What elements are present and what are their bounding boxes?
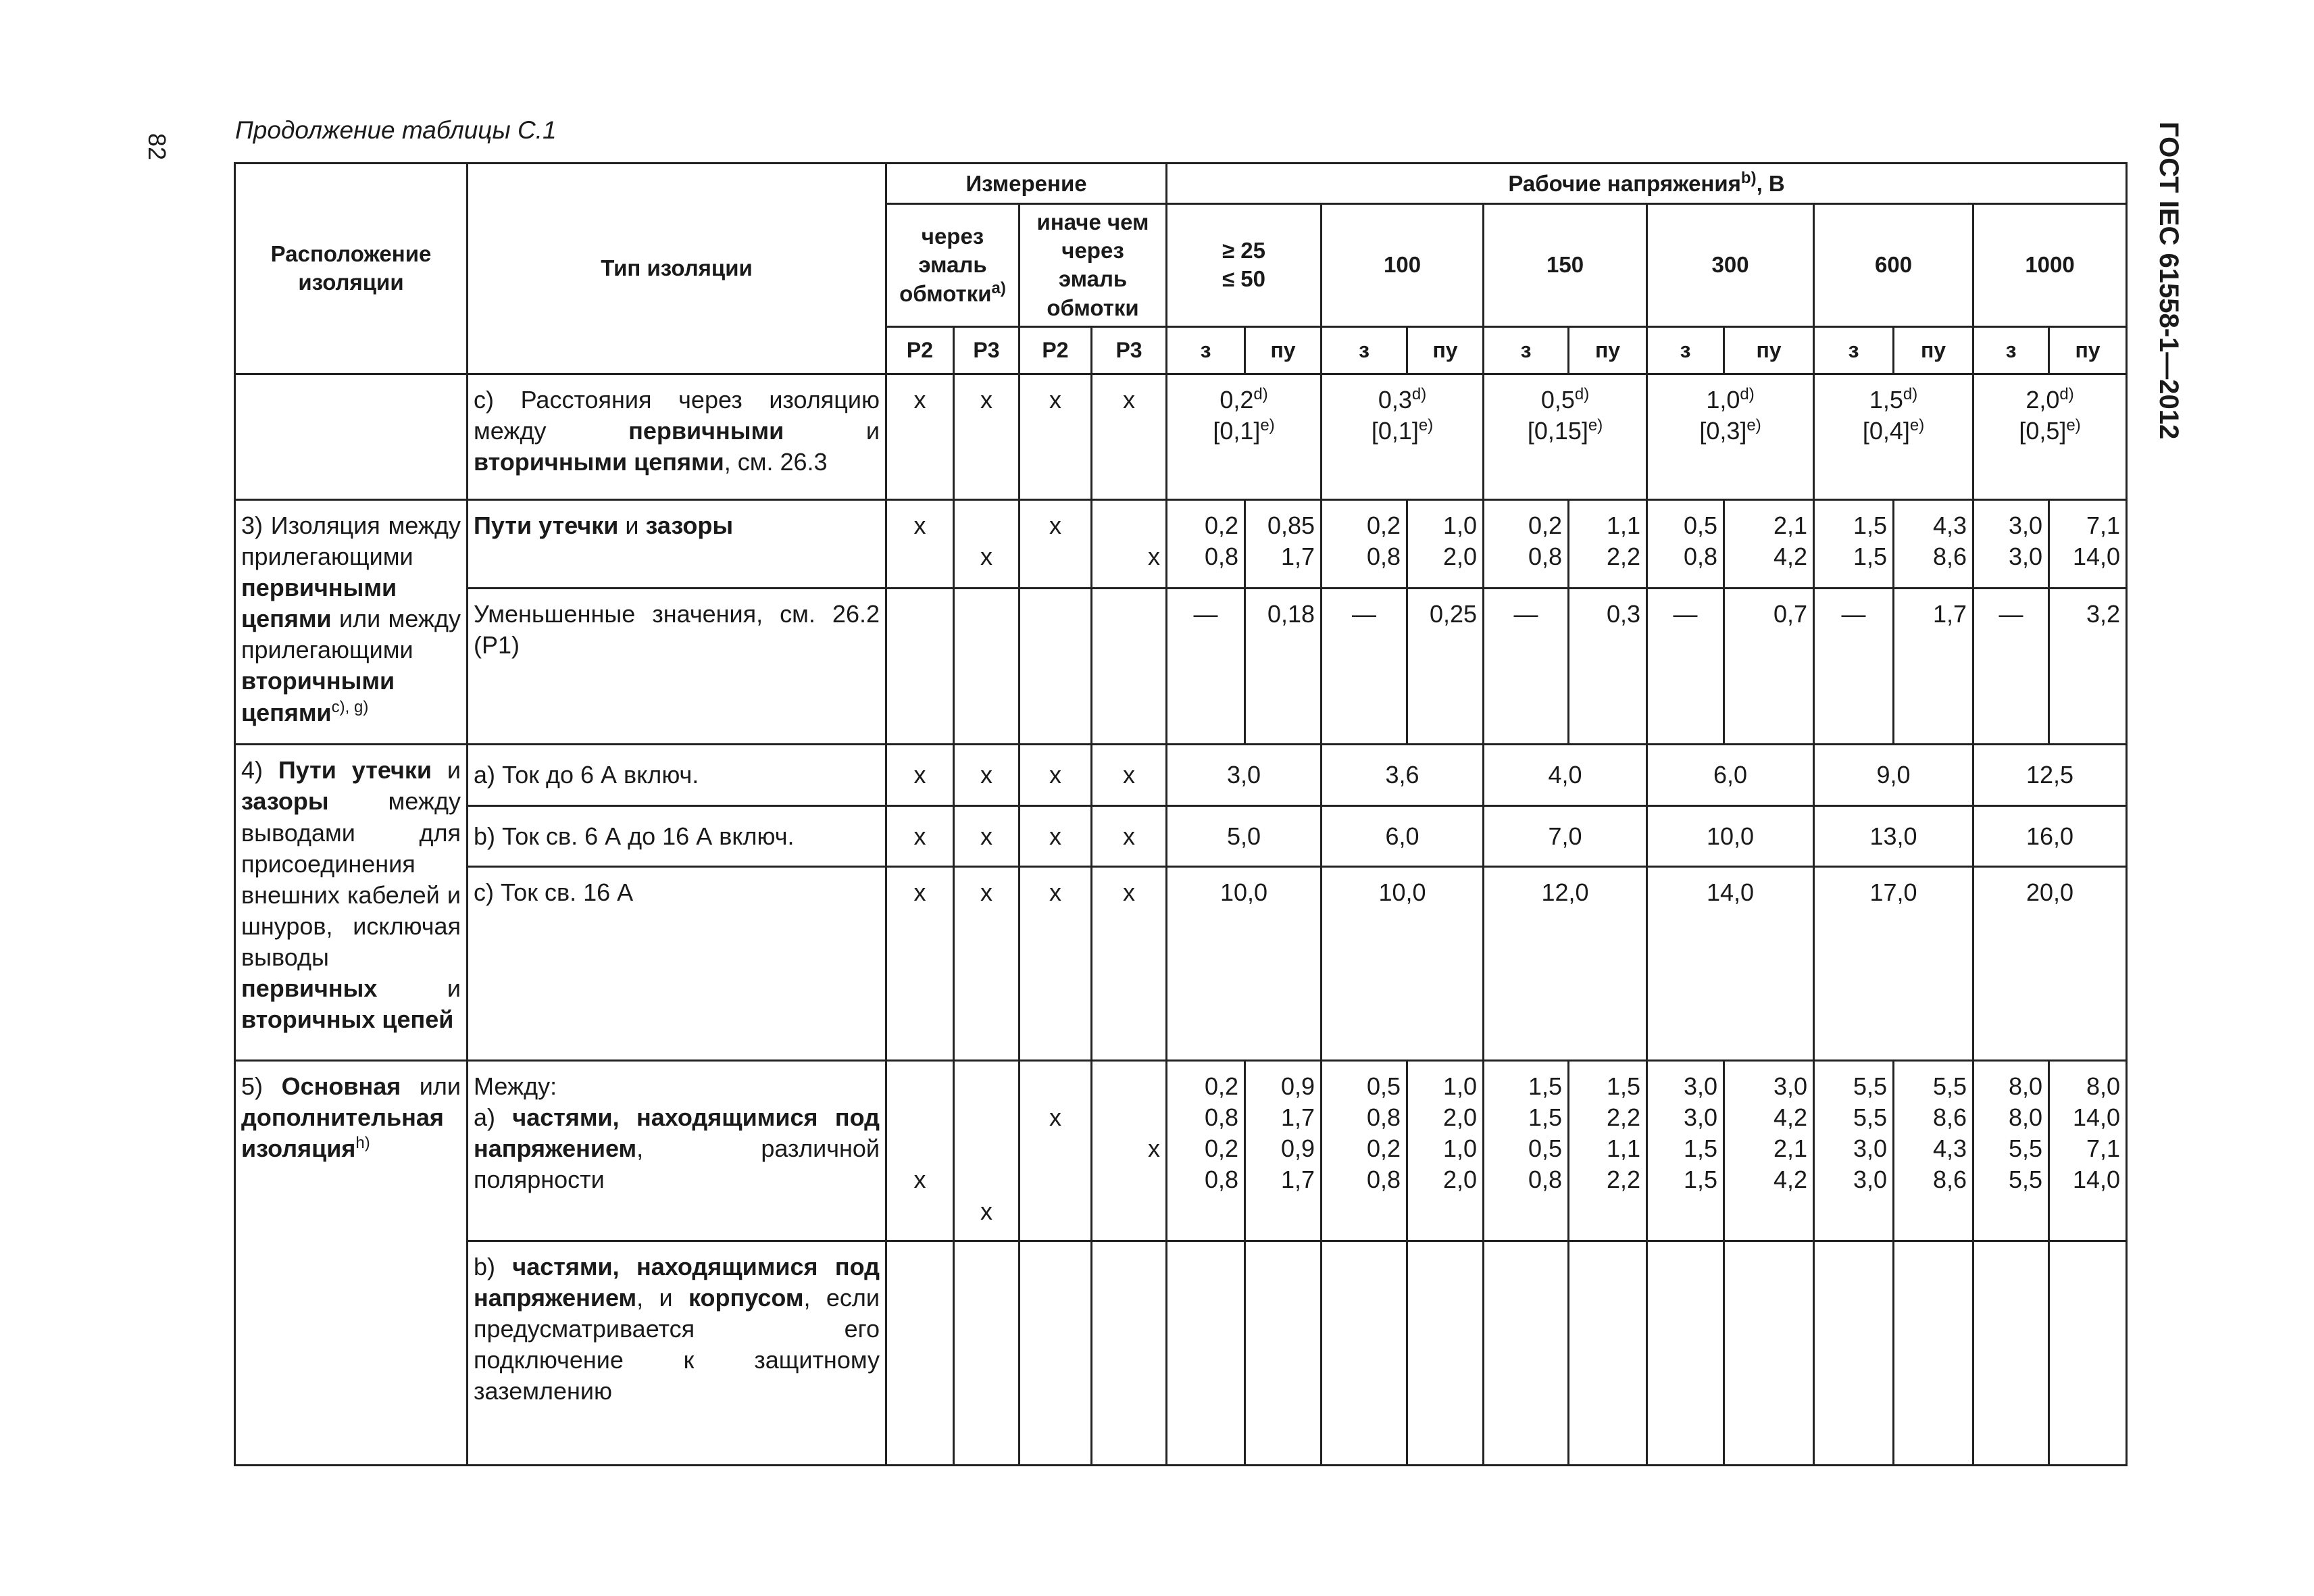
insulation-type-cell: с) Расстояния через изоляцию между первичными и вторичными цепями, см. 26.3 bbox=[468, 374, 886, 499]
value-cell: 3,2 bbox=[2049, 588, 2127, 744]
header-p-label: Р3 bbox=[1092, 326, 1167, 374]
insulation-type-cell: с) Ток св. 16 А bbox=[468, 867, 886, 1061]
standard-code: ГОСТ IEC 61558-1—2012 bbox=[2154, 122, 2184, 440]
header-voltage-100: 100 bbox=[1322, 204, 1484, 326]
header-voltage-600: 600 bbox=[1814, 204, 1973, 326]
measure-mark-empty bbox=[886, 1241, 954, 1465]
value-cell: 0,5 0,8 0,2 0,8 bbox=[1322, 1061, 1407, 1241]
measure-mark-empty bbox=[1020, 1241, 1092, 1465]
value-cell: 12,5 bbox=[1973, 745, 2127, 806]
location-cell: 5) Основная или дополнительная изоляция$^{h)}$ bbox=[235, 1061, 468, 1466]
header-insulation-type: Тип изоляции bbox=[468, 164, 886, 374]
value-cell: 10,0 bbox=[1647, 805, 1814, 867]
measure-mark-empty bbox=[886, 588, 954, 744]
header-voltage-25-50: ≥ 25 ≤ 50 bbox=[1167, 204, 1322, 326]
value-cell: 0,3$^{d)}$ $[0,1]^{e)}$ bbox=[1322, 374, 1484, 499]
value-cell: 4,3 8,6 bbox=[1894, 500, 1973, 589]
value-cell: — bbox=[1973, 588, 2049, 744]
value-cell-empty bbox=[1167, 1241, 1245, 1465]
value-cell: 6,0 bbox=[1647, 745, 1814, 806]
measure-mark: х bbox=[954, 500, 1020, 589]
measure-mark-empty bbox=[1092, 1241, 1167, 1465]
value-cell: 1,1 2,2 bbox=[1569, 500, 1647, 589]
value-cell: 1,5$^{d)}$ $[0,4]^{e)}$ bbox=[1814, 374, 1973, 499]
table-row bbox=[235, 588, 2127, 744]
value-cell: — bbox=[1484, 588, 1569, 744]
measure-mark: х bbox=[1092, 805, 1167, 867]
measure-mark: х bbox=[954, 867, 1020, 1061]
measure-mark: х bbox=[954, 374, 1020, 499]
value-cell: — bbox=[1167, 588, 1245, 744]
value-cell: 1,0$^{d)}$ $[0,3]^{e)}$ bbox=[1647, 374, 1814, 499]
value-cell: 0,9 1,7 0,9 1,7 bbox=[1245, 1061, 1322, 1241]
value-cell: 0,2 0,8 0,2 0,8 bbox=[1167, 1061, 1245, 1241]
insulation-type-cell: а) Ток до 6 А включ. bbox=[468, 745, 886, 806]
value-cell: 10,0 bbox=[1322, 867, 1484, 1061]
measure-mark: х bbox=[1020, 867, 1092, 1061]
value-cell-empty bbox=[1814, 1241, 1894, 1465]
measure-mark: х bbox=[954, 745, 1020, 806]
measure-mark: х bbox=[1092, 374, 1167, 499]
value-cell: 1,0 2,0 1,0 2,0 bbox=[1407, 1061, 1484, 1241]
measure-mark: х bbox=[954, 805, 1020, 867]
value-cell-empty bbox=[1569, 1241, 1647, 1465]
value-cell: 0,2 0,8 bbox=[1484, 500, 1569, 589]
value-cell: 9,0 bbox=[1814, 745, 1973, 806]
header-sub-label: з bbox=[1167, 326, 1245, 374]
insulation-type-cell: Между: а) частями, находящимися под напряжением, различной полярности bbox=[468, 1061, 886, 1241]
measure-mark: х bbox=[886, 867, 954, 1061]
value-cell-empty bbox=[2049, 1241, 2127, 1465]
insulation-type-cell: b) Ток св. 6 А до 16 А включ. bbox=[468, 805, 886, 867]
value-cell: 0,5$^{d)}$ $[0,15]^{e)}$ bbox=[1484, 374, 1647, 499]
value-cell: 17,0 bbox=[1814, 867, 1973, 1061]
header-p-label: Р3 bbox=[954, 326, 1020, 374]
value-cell: 10,0 bbox=[1167, 867, 1322, 1061]
value-cell: 20,0 bbox=[1973, 867, 2127, 1061]
header-voltage-1000: 1000 bbox=[1973, 204, 2127, 326]
measure-mark-empty bbox=[1092, 588, 1167, 744]
measure-mark-empty bbox=[954, 588, 1020, 744]
value-cell: — bbox=[1322, 588, 1407, 744]
value-cell: 13,0 bbox=[1814, 805, 1973, 867]
header-sub-label: пу bbox=[1894, 326, 1973, 374]
value-cell: 2,1 4,2 bbox=[1724, 500, 1814, 589]
value-cell: 1,5 1,5 bbox=[1814, 500, 1894, 589]
value-cell: 8,0 14,0 7,1 14,0 bbox=[2049, 1061, 2127, 1241]
header-through-enamel: через эмаль обмотки$^{a)}$ bbox=[886, 204, 1020, 326]
insulation-table bbox=[234, 162, 2128, 1466]
measure-mark-empty bbox=[1020, 588, 1092, 744]
value-cell-empty bbox=[1647, 1241, 1724, 1465]
measure-mark: х bbox=[1020, 500, 1092, 589]
value-cell-empty bbox=[1322, 1241, 1407, 1465]
header-other-than-enamel: иначе чем через эмаль обмотки bbox=[1020, 204, 1167, 326]
measure-mark: х bbox=[954, 1061, 1020, 1241]
value-cell: 1,5 2,2 1,1 2,2 bbox=[1569, 1061, 1647, 1241]
value-cell: 16,0 bbox=[1973, 805, 2127, 867]
measure-mark: х bbox=[1092, 867, 1167, 1061]
table-row bbox=[235, 1241, 2127, 1465]
measure-mark: х bbox=[1020, 374, 1092, 499]
table-row bbox=[235, 1061, 2127, 1241]
value-cell: 7,1 14,0 bbox=[2049, 500, 2127, 589]
value-cell: 3,0 3,0 bbox=[1973, 500, 2049, 589]
value-cell-empty bbox=[1245, 1241, 1322, 1465]
value-cell: 8,0 8,0 5,5 5,5 bbox=[1973, 1061, 2049, 1241]
location-cell-empty bbox=[235, 374, 468, 499]
value-cell: 0,5 0,8 bbox=[1647, 500, 1724, 589]
insulation-type-cell: Пути утечки и зазоры bbox=[468, 500, 886, 589]
value-cell: 5,0 bbox=[1167, 805, 1322, 867]
value-cell: 0,3 bbox=[1569, 588, 1647, 744]
table-row bbox=[235, 805, 2127, 867]
value-cell: 7,0 bbox=[1484, 805, 1647, 867]
value-cell: 3,0 4,2 2,1 4,2 bbox=[1724, 1061, 1814, 1241]
value-cell-empty bbox=[1484, 1241, 1569, 1465]
table-row bbox=[235, 374, 2127, 499]
header-location: Расположение изоляции bbox=[235, 164, 468, 374]
value-cell: 0,7 bbox=[1724, 588, 1814, 744]
header-voltage-300: 300 bbox=[1647, 204, 1814, 326]
value-cell: 2,0$^{d)}$ $[0,5]^{e)}$ bbox=[1973, 374, 2127, 499]
header-p-label: Р2 bbox=[886, 326, 954, 374]
measure-mark: х bbox=[886, 745, 954, 806]
header-sub-label: пу bbox=[1724, 326, 1814, 374]
measure-mark: х bbox=[886, 1061, 954, 1241]
value-cell: 14,0 bbox=[1647, 867, 1814, 1061]
header-p-label: Р2 bbox=[1020, 326, 1092, 374]
value-cell: 1,5 1,5 0,5 0,8 bbox=[1484, 1061, 1569, 1241]
header-measurement: Измерение bbox=[886, 164, 1167, 204]
value-cell: 0,85 1,7 bbox=[1245, 500, 1322, 589]
value-cell: 6,0 bbox=[1322, 805, 1484, 867]
value-cell: — bbox=[1647, 588, 1724, 744]
value-cell: 5,5 8,6 4,3 8,6 bbox=[1894, 1061, 1973, 1241]
table-caption: Продолжение таблицы С.1 bbox=[235, 116, 557, 144]
value-cell: 0,18 bbox=[1245, 588, 1322, 744]
page-number: 82 bbox=[143, 132, 172, 161]
value-cell: — bbox=[1814, 588, 1894, 744]
header-sub-label: з bbox=[1814, 326, 1894, 374]
value-cell-empty bbox=[1407, 1241, 1484, 1465]
header-sub-label: з bbox=[1973, 326, 2049, 374]
header-voltage-150: 150 bbox=[1484, 204, 1647, 326]
value-cell: 4,0 bbox=[1484, 745, 1647, 806]
value-cell-empty bbox=[1973, 1241, 2049, 1465]
value-cell-empty bbox=[1724, 1241, 1814, 1465]
measure-mark: х bbox=[1020, 1061, 1092, 1241]
location-cell: 3) Изоляция между прилегающими первичными цепями или между прилегающими вторичными цепями$^{c), g)}$ bbox=[235, 500, 468, 745]
table-row bbox=[235, 745, 2127, 806]
measure-mark: х bbox=[1092, 1061, 1167, 1241]
header-sub-label: пу bbox=[2049, 326, 2127, 374]
measure-mark: х bbox=[886, 374, 954, 499]
value-cell: 3,0 bbox=[1167, 745, 1322, 806]
value-cell: 0,2 0,8 bbox=[1167, 500, 1245, 589]
value-cell-empty bbox=[1894, 1241, 1973, 1465]
header-sub-label: з bbox=[1647, 326, 1724, 374]
header-sub-label: пу bbox=[1407, 326, 1484, 374]
header-sub-label: з bbox=[1322, 326, 1407, 374]
measure-mark: х bbox=[1092, 500, 1167, 589]
value-cell: 5,5 5,5 3,0 3,0 bbox=[1814, 1061, 1894, 1241]
measure-mark-empty bbox=[954, 1241, 1020, 1465]
table-row bbox=[235, 500, 2127, 589]
header-sub-label: пу bbox=[1245, 326, 1322, 374]
value-cell: 0,2 0,8 bbox=[1322, 500, 1407, 589]
header-working-voltages: Рабочие напряжения$^{b)}$, В bbox=[1167, 164, 2127, 204]
value-cell: 12,0 bbox=[1484, 867, 1647, 1061]
insulation-type-cell: b) частями, находящимися под напряжением, и корпусом, если предусматривается его подключение к защитному заземлению bbox=[468, 1241, 886, 1465]
value-cell: 0,25 bbox=[1407, 588, 1484, 744]
insulation-type-cell: Уменьшенные значения, см. 26.2 (Р1) bbox=[468, 588, 886, 744]
measure-mark: х bbox=[886, 805, 954, 867]
value-cell: 0,2$^{d)}$ $[0,1]^{e)}$ bbox=[1167, 374, 1322, 499]
table-row bbox=[235, 867, 2127, 1061]
measure-mark: х bbox=[886, 500, 954, 589]
location-cell: 4) Пути утечки и зазоры между выводами для присоединения внешних кабелей и шнуров, исключая выводы первичных и вторичных цепей bbox=[235, 745, 468, 1061]
value-cell: 3,0 3,0 1,5 1,5 bbox=[1647, 1061, 1724, 1241]
header-sub-label: пу bbox=[1569, 326, 1647, 374]
measure-mark: х bbox=[1020, 805, 1092, 867]
header-sub-label: з bbox=[1484, 326, 1569, 374]
measure-mark: х bbox=[1020, 745, 1092, 806]
value-cell: 1,0 2,0 bbox=[1407, 500, 1484, 589]
measure-mark: х bbox=[1092, 745, 1167, 806]
value-cell: 3,6 bbox=[1322, 745, 1484, 806]
value-cell: 1,7 bbox=[1894, 588, 1973, 744]
